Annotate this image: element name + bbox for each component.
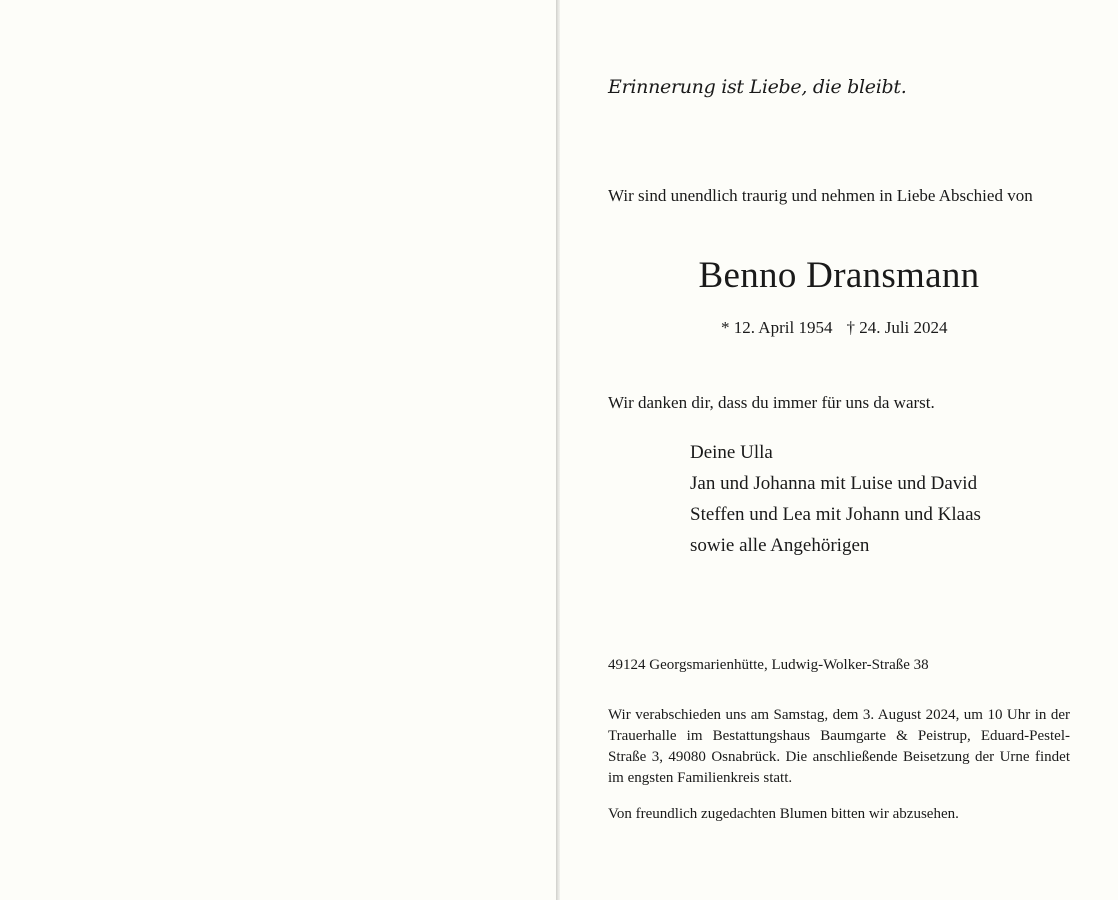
motto: Erinnerung ist Liebe, die bleibt. (608, 76, 907, 98)
right-page (560, 0, 1118, 900)
birth-date: * 12. April 1954 (721, 318, 833, 337)
family-list (690, 437, 981, 561)
address: 49124 Georgsmarienhütte, Ludwig-Wolker-Straße 38 (608, 657, 929, 673)
life-dates (721, 318, 948, 338)
intro-text: Wir sind unendlich traurig und nehmen in Liebe Abschied von (608, 186, 1033, 205)
family-member: sowie alle Angehörigen (690, 535, 870, 556)
left-page (0, 0, 556, 900)
thanks-text: Wir danken dir, dass du immer für uns da warst. (608, 393, 935, 412)
death-date: † 24. Juli 2024 (846, 318, 948, 337)
family-member: Steffen und Lea mit Johann und Klaas (690, 504, 981, 525)
family-member: Deine Ulla (690, 442, 773, 463)
family-member: Jan und Johanna mit Luise und David (690, 473, 978, 494)
deceased-name (560, 254, 1118, 297)
flowers-note: Von freundlich zugedachten Blumen bitten wir abzusehen. (608, 806, 959, 822)
ceremony-text: Wir verabschieden uns am Samstag, dem 3. August 2024, um 10 Uhr in der Trauerhalle im Bestattungshaus Baumgarte & Peistrup, Eduard-Pestel-Straße 3, 49080 Osnabrück. Die anschließende Beisetzung der Urne findet im engsten Familienkreis statt. (608, 707, 1070, 786)
deceased-name-text: Benno Dransmann (698, 255, 980, 296)
